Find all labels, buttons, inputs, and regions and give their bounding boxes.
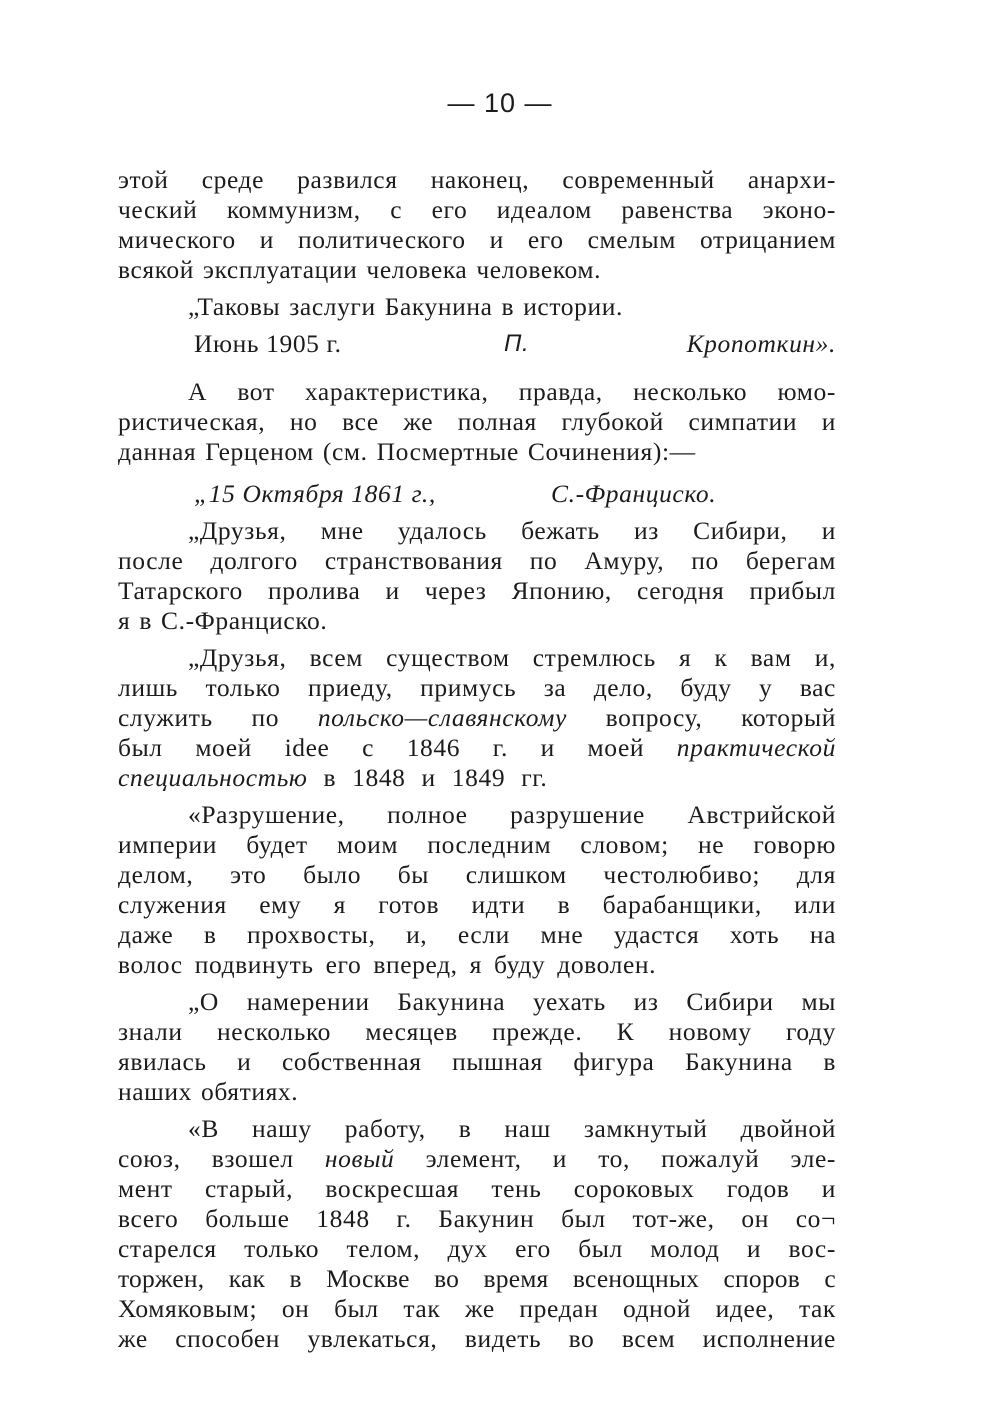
text-line: торжен, как в Москве во время всенощных споров с (118, 1264, 836, 1293)
text-line: волос подвинуть его вперед, я буду доволен. (118, 950, 657, 979)
letter-place: С.-Франциско. (551, 479, 717, 508)
signature-surname: Кропоткин». (686, 329, 836, 358)
text-line: наших обятиях. (118, 1077, 299, 1106)
text-line: этой среде развился наконец, современный анархи- (118, 165, 836, 194)
text-line: всякой эксплуатации человека человеком. (118, 255, 602, 284)
text-line: Хомяковым; он был так же предан одной идее, так (118, 1294, 836, 1323)
text-line: даже в прохвосты, и, если мне удастся хоть на (118, 920, 836, 949)
body-text (118, 165, 836, 1354)
text-line: старелся только телом, дух его был молод и вос- (118, 1234, 836, 1263)
text-line: „Друзья, всем существом стремлюсь я к вам и, (188, 643, 836, 672)
text-line: специальностью в 1848 и 1849 гг. (118, 763, 548, 792)
text-line: империи будет моим последним словом; не говорю (118, 830, 836, 859)
text-line: мического и политического и его смелым отрицанием (118, 225, 836, 254)
text-line: «В нашу работу, в наш замкнутый двойной (188, 1114, 836, 1143)
text-line: союз, взошел новый элемент, и то, пожалуй эле- (118, 1144, 836, 1173)
text-line: «Разрушение, полное разрушение Австрийской (188, 800, 836, 829)
text-line: данная Герценом (см. Посмертные Сочинения):— (118, 437, 696, 466)
text-line: знали несколько месяцев прежде. К новому году (118, 1017, 836, 1046)
text-line: служить по польско—славянскому вопросу, который (118, 703, 836, 732)
text-line: после долгого странствования по Амуру, по берегам (118, 546, 836, 575)
text-line: явилась и собственная пышная фигура Бакунина в (118, 1047, 836, 1076)
text-line: же способен увлекаться, видеть во всем исполнение (118, 1324, 836, 1353)
letter-date: „15 Октября 1861 г., (194, 479, 436, 508)
signature-date: Июнь 1905 г. (194, 329, 342, 358)
text-line: служения ему я готов идти в барабанщики, или (118, 890, 836, 919)
page-number: — 10 — (447, 88, 553, 118)
text-line: Татарского пролива и через Японию, сегодня прибыл (118, 576, 836, 605)
text-line: я в С.-Франциско. (118, 606, 328, 635)
text-line: „Таковы заслуги Бакунина в истории. (188, 292, 623, 321)
signature-initial: П. (504, 330, 530, 357)
text-line: А вот характеристика, правда, несколько юмо- (188, 377, 836, 406)
text-line: был моей idee с 1846 г. и моей практической (118, 733, 836, 762)
text-line: „Друзья, мне удалось бежать из Сибири, и (188, 516, 836, 545)
letter-dateline (118, 479, 836, 509)
text-line: делом, это было бы слишком честолюбиво; для (118, 860, 836, 889)
signature (118, 329, 836, 359)
text-line: „О намерении Бакунина уехать из Сибири мы (188, 987, 836, 1016)
text-line: мент старый, воскресшая тень сороковых годов и (118, 1174, 836, 1203)
text-line: лишь только приеду, примусь за дело, буду у вас (118, 673, 836, 702)
text-line: всего больше 1848 г. Бакунин был тот-же, он со¬ (118, 1204, 836, 1233)
text-line: ристическая, но все же полная глубокой симпатии и (118, 407, 836, 436)
text-line: ческий коммунизм, с его идеалом равенства эконо- (118, 195, 836, 224)
